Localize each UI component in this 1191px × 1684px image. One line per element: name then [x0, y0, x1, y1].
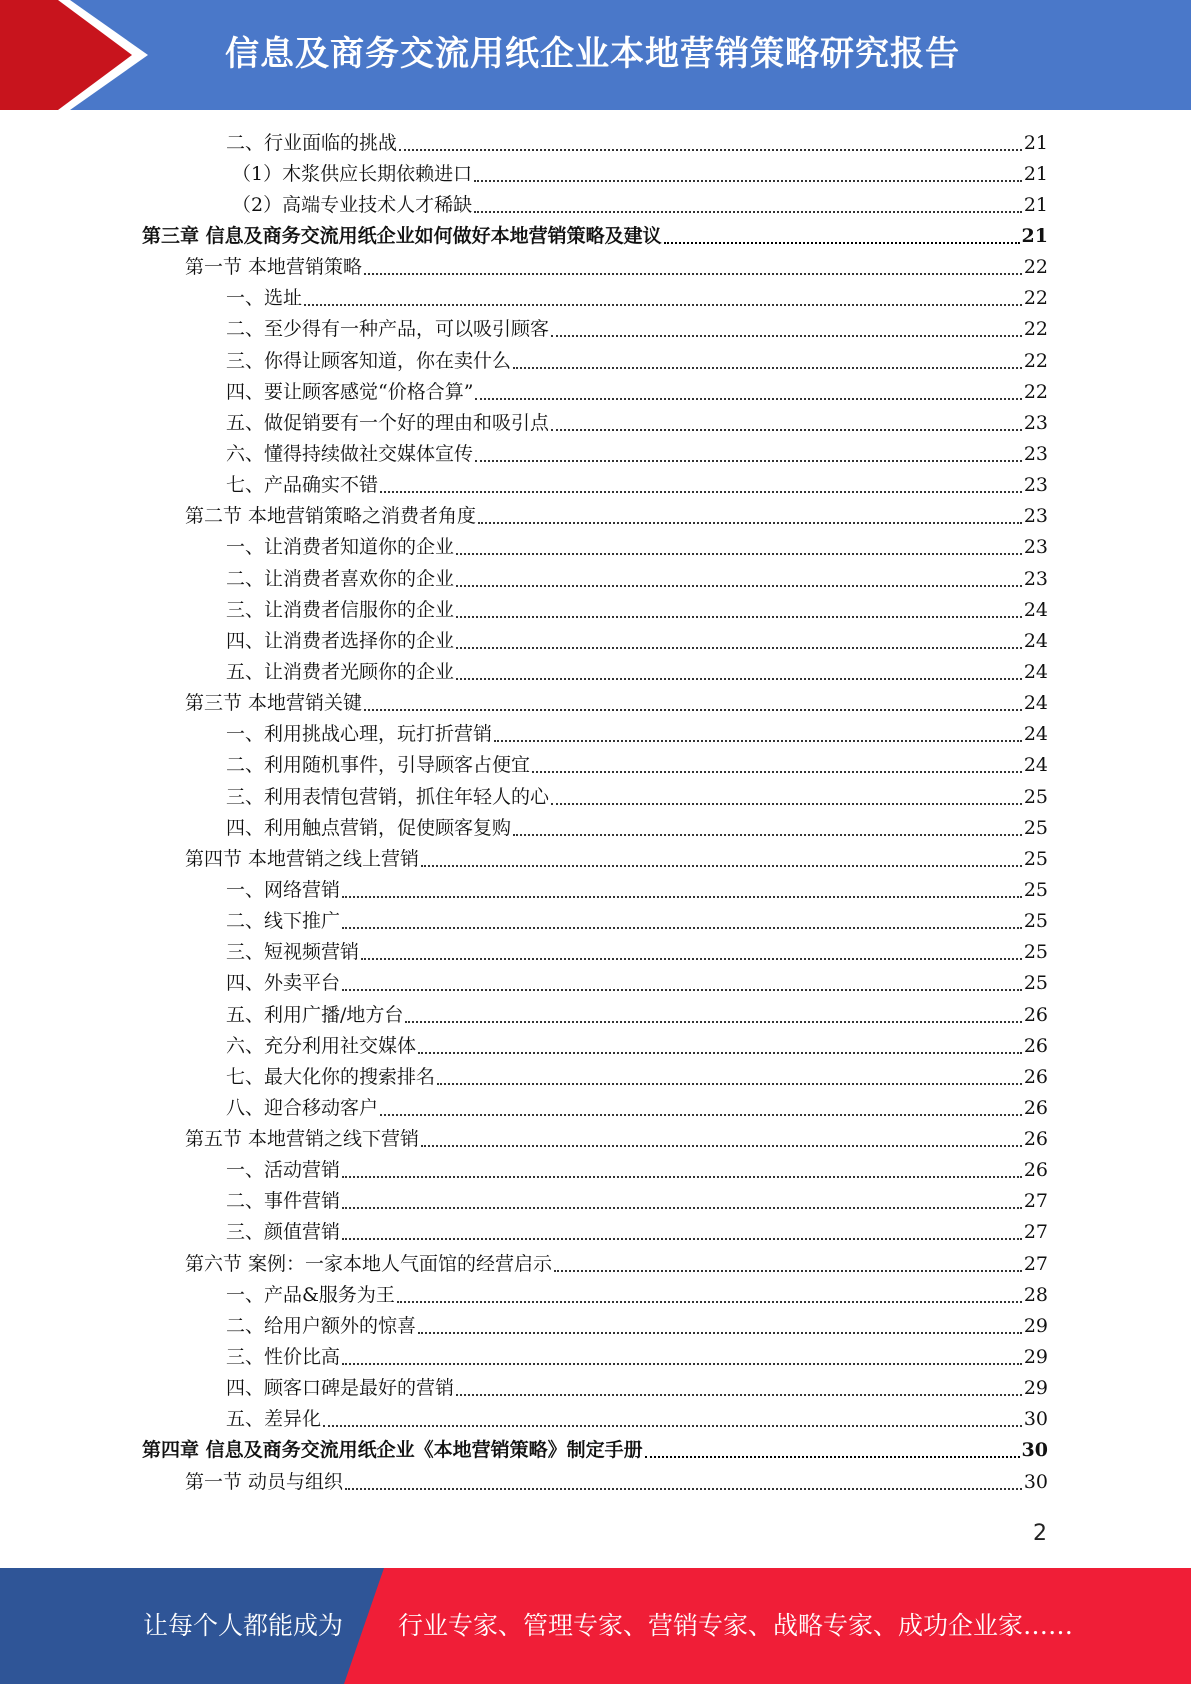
- dot-leader: [342, 1238, 1022, 1240]
- dot-leader: [551, 335, 1022, 337]
- toc-entry-title: 第一节 本地营销策略: [185, 256, 363, 279]
- dot-leader: [342, 989, 1022, 991]
- dot-leader: [475, 398, 1021, 400]
- toc-entry[interactable]: [0, 999, 1191, 1030]
- toc-entry-title: 五、利用广播/地方台: [226, 1003, 404, 1026]
- toc-entry-title: 第五节 本地营销之线下营销: [185, 1128, 420, 1151]
- dot-leader: [304, 304, 1022, 306]
- toc-entry[interactable]: [0, 656, 1191, 687]
- toc-entry[interactable]: [0, 625, 1191, 656]
- toc-entry-title: 二、线下推广: [226, 910, 341, 933]
- dot-leader: [418, 1052, 1022, 1054]
- toc-entry-page: 30: [1023, 1408, 1048, 1431]
- toc-entry[interactable]: [0, 874, 1191, 905]
- chevron-arrow-icon: [0, 0, 160, 110]
- footer-slogan: 让每个人都能成为: [143, 1611, 344, 1640]
- toc-entry[interactable]: [0, 1155, 1191, 1186]
- toc-entry-page: 23: [1023, 474, 1048, 497]
- toc-entry-page: 25: [1023, 972, 1048, 995]
- toc-entry-title: 二、至少得有一种产品，可以吸引顾客: [226, 318, 550, 341]
- toc-entry-page: 24: [1023, 723, 1048, 746]
- toc-entry[interactable]: [0, 158, 1191, 189]
- document-title: 信息及商务交流用纸企业本地营销策略研究报告: [225, 34, 960, 74]
- toc-entry[interactable]: [0, 1279, 1191, 1310]
- dot-leader: [399, 149, 1022, 151]
- toc-entry-title: 一、利用挑战心理，玩打折营销: [226, 723, 493, 746]
- toc-entry-title: 三、颜值营销: [226, 1221, 341, 1244]
- dot-leader: [342, 1363, 1022, 1365]
- toc-entry-page: 26: [1023, 1128, 1048, 1151]
- toc-entry[interactable]: [0, 314, 1191, 345]
- toc-entry-page: 25: [1023, 941, 1048, 964]
- toc-entry-page: 26: [1023, 1065, 1048, 1088]
- toc-entry-title: 一、产品&服务为王: [226, 1283, 395, 1306]
- toc-entry-title: （2）高端专业技术人才稀缺: [232, 193, 473, 216]
- toc-entry-title: 第三节 本地营销关键: [185, 692, 363, 715]
- toc-entry[interactable]: [0, 1310, 1191, 1341]
- toc-entry[interactable]: [0, 501, 1191, 532]
- toc-entry-page: 22: [1023, 256, 1048, 279]
- toc-entry[interactable]: [0, 189, 1191, 220]
- toc-entry-title: 四、要让顾客感觉“价格合算”: [226, 380, 474, 403]
- toc-entry-title: 二、行业面临的挑战: [226, 131, 398, 154]
- toc-entry-page: 21: [1023, 162, 1048, 185]
- toc-entry[interactable]: [0, 1373, 1191, 1404]
- toc-entry-page: 23: [1023, 411, 1048, 434]
- toc-entry-page: 21: [1021, 224, 1048, 247]
- toc-entry[interactable]: [0, 906, 1191, 937]
- dot-leader: [421, 865, 1022, 867]
- toc-entry-page: 22: [1023, 318, 1048, 341]
- toc-entry-title: 第六节 案例：一家本地人气面馆的经营启示: [185, 1252, 553, 1275]
- dot-leader: [513, 834, 1022, 836]
- toc-entry[interactable]: [0, 1124, 1191, 1155]
- toc-entry-page: 25: [1023, 785, 1048, 808]
- toc-entry-title: 一、让消费者知道你的企业: [226, 536, 455, 559]
- toc-entry-title: 三、短视频营销: [226, 941, 360, 964]
- dot-leader: [342, 896, 1022, 898]
- toc-entry-title: 四、利用触点营销，促使顾客复购: [226, 816, 512, 839]
- toc-entry-title: 七、最大化你的搜索排名: [226, 1065, 436, 1088]
- dot-leader: [551, 429, 1022, 431]
- page-footer: [0, 1568, 1191, 1684]
- toc-entry-page: 29: [1023, 1377, 1048, 1400]
- dot-leader: [364, 709, 1022, 711]
- toc-entry[interactable]: [0, 1092, 1191, 1123]
- toc-entry[interactable]: [0, 750, 1191, 781]
- toc-entry-page: 22: [1023, 380, 1048, 403]
- dot-leader: [645, 1456, 1020, 1458]
- toc-entry-title: 五、让消费者光顾你的企业: [226, 660, 455, 683]
- toc-entry-page: 24: [1023, 629, 1048, 652]
- toc-entry[interactable]: [0, 968, 1191, 999]
- toc-entry[interactable]: [0, 252, 1191, 283]
- dot-leader: [513, 367, 1022, 369]
- toc-entry[interactable]: [0, 843, 1191, 874]
- dot-leader: [342, 927, 1022, 929]
- dot-leader: [380, 1114, 1022, 1116]
- toc-entry-page: 26: [1023, 1096, 1048, 1119]
- dot-leader: [456, 1394, 1022, 1396]
- page-number: 2: [1033, 1521, 1047, 1546]
- toc-entry[interactable]: [0, 1030, 1191, 1061]
- toc-entry-page: 27: [1023, 1221, 1048, 1244]
- toc-entry-page: 23: [1023, 442, 1048, 465]
- dot-leader: [323, 1425, 1022, 1427]
- toc-entry[interactable]: [0, 532, 1191, 563]
- toc-entry-page: 26: [1023, 1003, 1048, 1026]
- toc-entry-page: 22: [1023, 287, 1048, 310]
- dot-leader: [474, 180, 1022, 182]
- toc-entry-title: 一、选址: [226, 287, 303, 310]
- toc-entry-page: 22: [1023, 349, 1048, 372]
- dot-leader: [456, 616, 1022, 618]
- dot-leader: [478, 522, 1022, 524]
- dot-leader: [397, 1301, 1022, 1303]
- toc-entry-title: 第四节 本地营销之线上营销: [185, 847, 420, 870]
- dot-leader: [456, 678, 1022, 680]
- toc-entry[interactable]: [0, 1248, 1191, 1279]
- toc-entry-page: 29: [1023, 1314, 1048, 1337]
- toc-entry-page: 24: [1023, 660, 1048, 683]
- toc-entry-title: 二、事件营销: [226, 1190, 341, 1213]
- toc-entry[interactable]: [0, 937, 1191, 968]
- toc-entry[interactable]: [0, 781, 1191, 812]
- toc-entry-title: 五、差异化: [226, 1408, 322, 1431]
- toc-entry-title: 六、懂得持续做社交媒体宣传: [226, 442, 474, 465]
- toc-entry-title: 三、性价比高: [226, 1346, 341, 1369]
- dot-leader: [405, 1021, 1021, 1023]
- dot-leader: [456, 647, 1022, 649]
- toc-entry-title: 三、你得让顾客知道，你在卖什么: [226, 349, 512, 372]
- toc-entry-title: 七、产品确实不错: [226, 474, 379, 497]
- toc-entry-page: 26: [1023, 1159, 1048, 1182]
- toc-entry[interactable]: [0, 1186, 1191, 1217]
- dot-leader: [342, 1176, 1022, 1178]
- toc-entry[interactable]: [0, 127, 1191, 158]
- dot-leader: [345, 1488, 1022, 1490]
- toc-entry[interactable]: [0, 812, 1191, 843]
- dot-leader: [361, 958, 1022, 960]
- toc-entry[interactable]: [0, 688, 1191, 719]
- table-of-contents: [0, 127, 1191, 1497]
- toc-entry-page: 24: [1023, 754, 1048, 777]
- dot-leader: [475, 460, 1022, 462]
- toc-entry-title: 三、让消费者信服你的企业: [226, 598, 455, 621]
- toc-entry-page: 25: [1023, 847, 1048, 870]
- dot-leader: [364, 273, 1022, 275]
- toc-entry-page: 28: [1023, 1283, 1048, 1306]
- dot-leader: [551, 803, 1022, 805]
- toc-entry-page: 23: [1023, 567, 1048, 590]
- toc-entry-title: 五、做促销要有一个好的理由和吸引点: [226, 411, 550, 434]
- toc-entry-title: 二、利用随机事件，引导顾客占便宜: [226, 754, 531, 777]
- dot-leader: [554, 1270, 1022, 1272]
- toc-entry-page: 25: [1023, 910, 1048, 933]
- dot-leader: [421, 1145, 1022, 1147]
- toc-entry-title: 第一节 动员与组织: [185, 1470, 344, 1493]
- toc-entry-title: 第二节 本地营销策略之消费者角度: [185, 505, 477, 528]
- toc-entry[interactable]: [0, 1404, 1191, 1435]
- dot-leader: [494, 740, 1022, 742]
- page-header: [0, 0, 1191, 110]
- toc-entry[interactable]: [0, 345, 1191, 376]
- toc-entry-page: 29: [1023, 1346, 1048, 1369]
- toc-entry-page: 24: [1023, 692, 1048, 715]
- toc-entry-page: 23: [1023, 505, 1048, 528]
- toc-entry[interactable]: [0, 376, 1191, 407]
- toc-entry[interactable]: [0, 438, 1191, 469]
- toc-entry[interactable]: [0, 1341, 1191, 1372]
- toc-entry-title: 二、给用户额外的惊喜: [226, 1314, 417, 1337]
- toc-entry-title: 第三章 信息及商务交流用纸企业如何做好本地营销策略及建议: [142, 224, 662, 247]
- toc-entry-page: 26: [1023, 1034, 1048, 1057]
- toc-entry-page: 27: [1023, 1252, 1048, 1275]
- toc-entry[interactable]: [0, 719, 1191, 750]
- dot-leader: [380, 491, 1022, 493]
- dot-leader: [437, 1083, 1022, 1085]
- toc-entry-page: 25: [1023, 816, 1048, 839]
- dot-leader: [456, 585, 1022, 587]
- toc-entry[interactable]: [0, 1466, 1191, 1497]
- toc-entry[interactable]: [0, 1217, 1191, 1248]
- toc-entry-page: 21: [1023, 193, 1048, 216]
- toc-entry-page: 27: [1023, 1190, 1048, 1213]
- toc-entry-page: 24: [1023, 598, 1048, 621]
- dot-leader: [664, 242, 1020, 244]
- dot-leader: [474, 211, 1022, 213]
- toc-entry[interactable]: [0, 470, 1191, 501]
- toc-entry-page: 21: [1023, 131, 1048, 154]
- toc-entry-title: （1）木浆供应长期依赖进口: [232, 162, 473, 185]
- toc-entry[interactable]: [0, 220, 1191, 251]
- footer-expert-list: 行业专家、管理专家、营销专家、战略专家、成功企业家……: [398, 1611, 1074, 1640]
- toc-entry-title: 四、顾客口碑是最好的营销: [226, 1377, 455, 1400]
- dot-leader: [418, 1332, 1022, 1334]
- toc-entry[interactable]: [0, 407, 1191, 438]
- toc-entry-title: 一、网络营销: [226, 878, 341, 901]
- toc-entry-page: 23: [1023, 536, 1048, 559]
- toc-entry[interactable]: [0, 283, 1191, 314]
- dot-leader: [342, 1207, 1022, 1209]
- toc-entry-page: 30: [1023, 1470, 1048, 1493]
- toc-entry-page: 25: [1023, 878, 1048, 901]
- toc-entry-title: 四、外卖平台: [226, 972, 341, 995]
- toc-entry-title: 第四章 信息及商务交流用纸企业《本地营销策略》制定手册: [142, 1439, 643, 1462]
- toc-entry-page: 30: [1021, 1439, 1048, 1462]
- toc-entry-title: 四、让消费者选择你的企业: [226, 629, 455, 652]
- toc-entry[interactable]: [0, 1061, 1191, 1092]
- toc-entry-title: 一、活动营销: [226, 1159, 341, 1182]
- toc-entry-title: 六、充分利用社交媒体: [226, 1034, 417, 1057]
- toc-entry-title: 二、让消费者喜欢你的企业: [226, 567, 455, 590]
- dot-leader: [532, 771, 1022, 773]
- toc-entry[interactable]: [0, 594, 1191, 625]
- dot-leader: [456, 553, 1022, 555]
- toc-entry-title: 八、迎合移动客户: [226, 1096, 379, 1119]
- toc-entry-title: 三、利用表情包营销，抓住年轻人的心: [226, 785, 550, 808]
- toc-entry[interactable]: [0, 563, 1191, 594]
- toc-entry[interactable]: [0, 1435, 1191, 1466]
